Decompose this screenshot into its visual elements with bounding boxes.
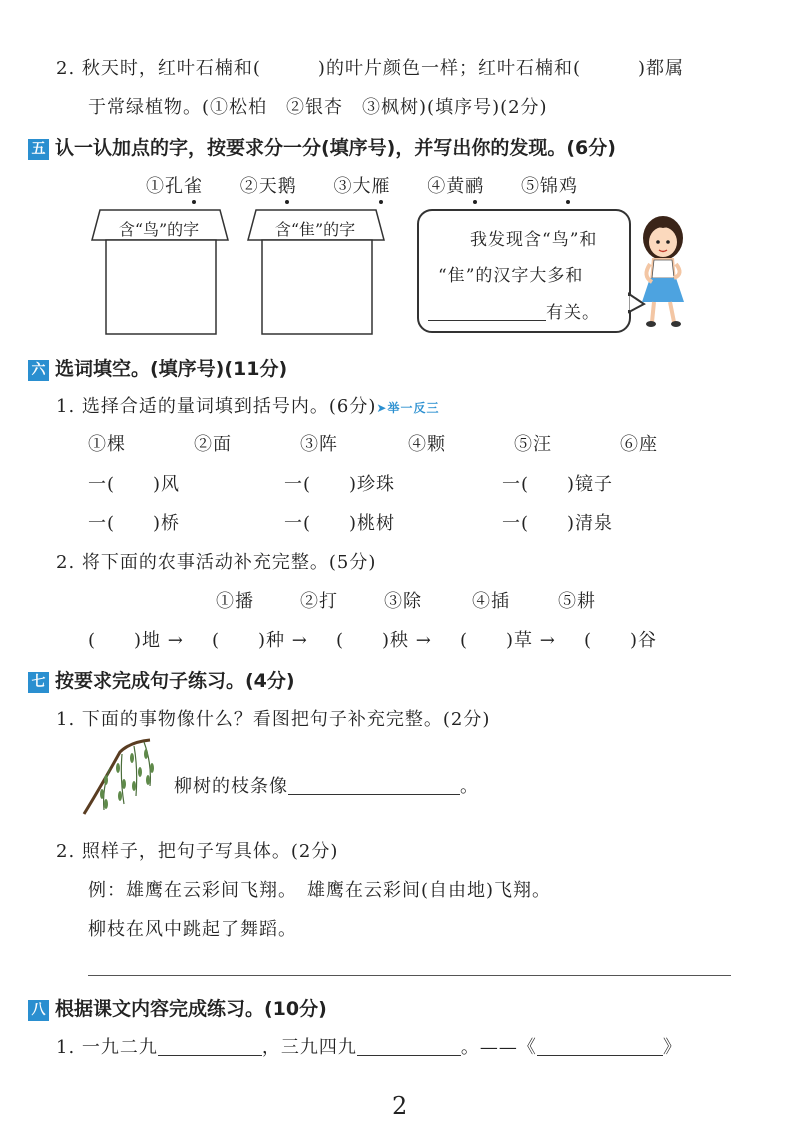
- q4-line1: 2. 秋天时，红叶石楠和( )的叶片颜色一样；红叶石楠和( )都属: [56, 58, 684, 79]
- s8-blank-title[interactable]: [537, 1037, 663, 1056]
- char-item-3: ③大雁: [333, 176, 391, 197]
- s6-opt2-1: ①播: [216, 591, 254, 612]
- house-zhui-label: 含“隹”的字: [274, 220, 356, 239]
- willow-blank[interactable]: [288, 776, 460, 795]
- q4-line2: 于常绿植物。(①松柏 ②银杏 ③枫树)(填序号)(2分): [88, 97, 548, 118]
- s6-opt2-2: ②打: [300, 591, 338, 612]
- dotted-chars-row: [146, 172, 578, 198]
- answer-line[interactable]: [88, 975, 731, 976]
- s7-q1: 1. 下面的事物像什么？看图把句子补充完整。(2分): [56, 709, 491, 730]
- char-item-5: ⑤锦鸡: [520, 176, 578, 197]
- discovery-blank[interactable]: [428, 302, 546, 321]
- section-5-badge: 五: [28, 139, 49, 160]
- dotted-char: 鹂: [465, 176, 485, 197]
- chain-blank-5[interactable]: ( )谷: [584, 630, 658, 651]
- bubble-line-1: 我发现含“鸟”和: [470, 230, 598, 250]
- dotted-char: 雁: [371, 176, 391, 197]
- s8-blank-2[interactable]: [357, 1037, 461, 1056]
- section-7-badge: 七: [28, 672, 49, 693]
- s6-q1: 1. 选择合适的量词填到括号内。(6分)➤举一反三: [56, 396, 440, 417]
- s6-opt2-5: ⑤耕: [558, 591, 596, 612]
- bubble-line-3: 有关。: [428, 298, 600, 323]
- chain-blank-4[interactable]: ( )草 →: [460, 630, 556, 651]
- s6-opt-1: ①棵: [88, 434, 126, 455]
- willow-sentence: 柳树的枝条像 。: [174, 776, 479, 797]
- dotted-char: 鸡: [558, 176, 578, 197]
- fill-blank-spring[interactable]: 一( )清泉: [502, 513, 614, 534]
- fill-blank-mirror[interactable]: 一( )镜子: [502, 474, 614, 495]
- s6-opt-4: ④颗: [408, 434, 446, 455]
- section-6-title: 选词填空。(填序号)(11分): [55, 358, 288, 380]
- section-6-heading: [28, 354, 287, 381]
- s8-q1: 1. 一九二九 ，三九四九 。——《 》: [56, 1037, 682, 1058]
- s7-example: 例：雄鹰在云彩间飞翔。 雄鹰在云彩间(自由地)飞翔。: [88, 880, 552, 901]
- chain-blank-2[interactable]: ( )种 →: [212, 630, 308, 651]
- section-8-badge: 八: [28, 1000, 49, 1021]
- willow-illustration: [80, 738, 158, 818]
- section-7-heading: [28, 666, 295, 693]
- s6-q2: 2. 将下面的农事活动补充完整。(5分): [56, 552, 377, 573]
- s6-opt2-4: ④插: [472, 591, 510, 612]
- fill-blank-peach-tree[interactable]: 一( )桃树: [284, 513, 396, 534]
- s6-opt-2: ②面: [194, 434, 232, 455]
- s8-blank-1[interactable]: [158, 1037, 262, 1056]
- section-5-heading: [28, 133, 616, 160]
- s7-q2: 2. 照样子，把句子写具体。(2分): [56, 841, 339, 862]
- chain-blank-1[interactable]: ( )地 →: [88, 630, 184, 651]
- fill-blank-pearl[interactable]: 一( )珍珠: [284, 474, 396, 495]
- s7-task: 柳枝在风中跳起了舞蹈。: [88, 919, 297, 940]
- girl-illustration: [636, 212, 692, 328]
- char-item-4: ④黄鹂: [427, 176, 485, 197]
- section-6-badge: 六: [28, 360, 49, 381]
- chain-blank-3[interactable]: ( )秧 →: [336, 630, 432, 651]
- char-item-1: ①孔雀: [146, 176, 203, 197]
- dotted-char: 鹅: [277, 176, 297, 197]
- page-number: 2: [392, 1092, 408, 1120]
- s6-opt-5: ⑤汪: [514, 434, 552, 455]
- s6-opt2-3: ③除: [384, 591, 422, 612]
- section-5-title: 认一认加点的字，按要求分一分(填序号)，并写出你的发现。(6分): [55, 137, 616, 159]
- house-bird-label: 含“鸟”的字: [118, 220, 200, 239]
- section-8-title: 根据课文内容完成练习。(10分): [55, 998, 327, 1020]
- char-item-2: ②天鹅: [239, 176, 297, 197]
- section-8-heading: [28, 994, 327, 1021]
- section-7-title: 按要求完成句子练习。(4分): [55, 670, 295, 692]
- s6-opt-6: ⑥座: [620, 434, 658, 455]
- dotted-char: 雀: [184, 176, 203, 197]
- fill-blank-bridge[interactable]: 一( )桥: [88, 513, 181, 534]
- s6-opt-3: ③阵: [300, 434, 338, 455]
- practice-tag: ➤举一反三: [376, 401, 440, 415]
- bubble-line-2: “隹”的汉字大多和: [438, 266, 584, 286]
- fill-blank-wind[interactable]: 一( )风: [88, 474, 181, 495]
